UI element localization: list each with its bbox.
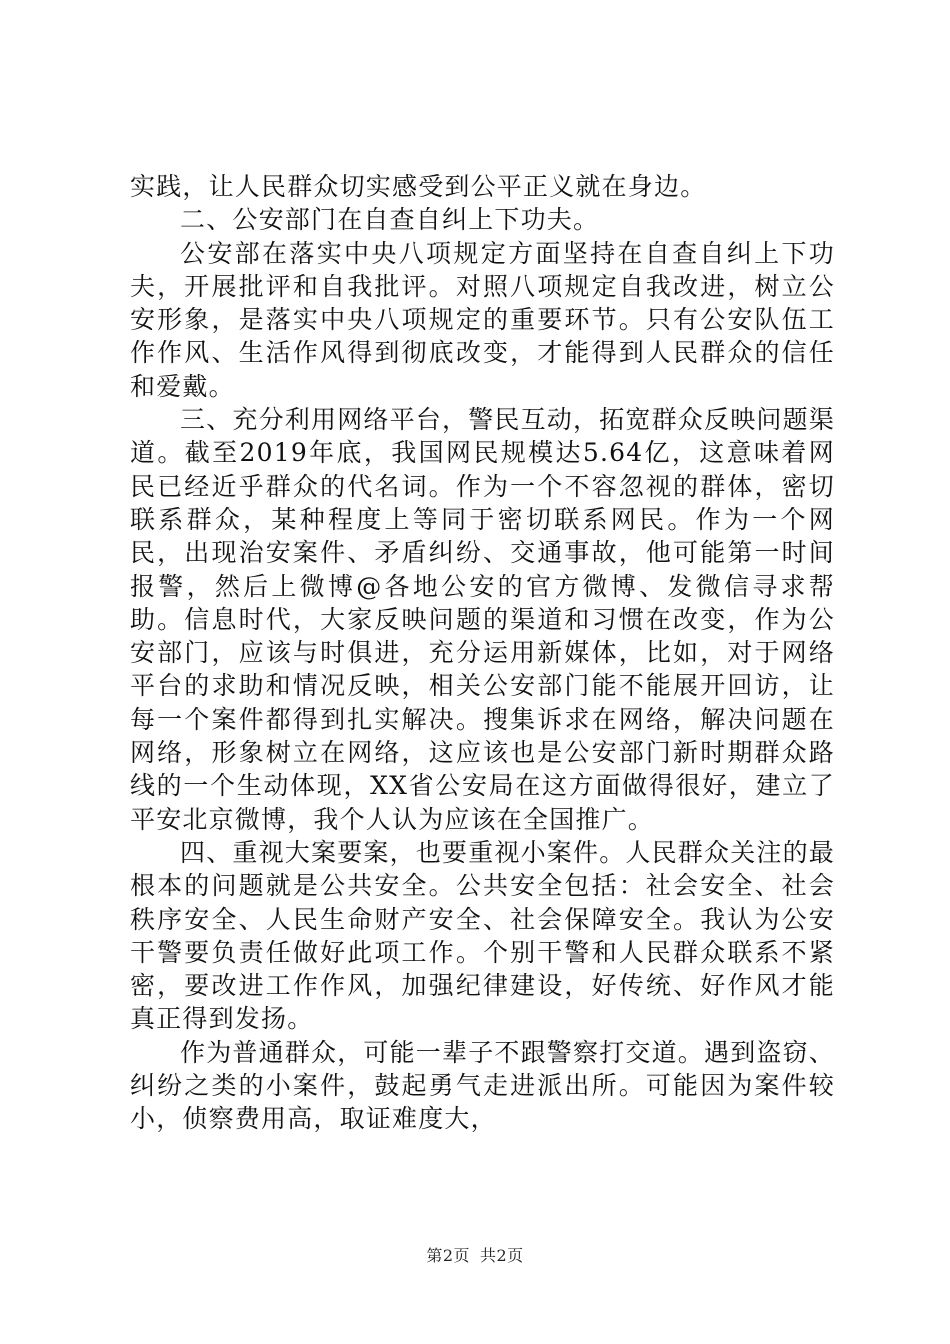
page-number: 第2页 (426, 1246, 470, 1265)
document-body (130, 170, 835, 1136)
paragraph-ordinary-people: 作为普通群众，可能一辈子不跟警察打交道。遇到盗窃、纠纷之类的小案件，鼓起勇气走进派出所。可能因为案件较小，侦察费用高，取证难度大， (130, 1037, 836, 1134)
section-heading-2: 二、公安部门在自查自纠上下功夫。 (180, 205, 600, 235)
paragraph-continuation: 实践，让人民群众切实感受到公平正义就在身边。 (130, 172, 707, 201)
page-footer (0, 1243, 950, 1266)
paragraph-small-cases: 四、重视大案要案，也要重视小案件。人民群众关注的最根本的问题就是公共安全。公共安全包括：社会安全、社会秩序安全、人民生命财产安全、社会保障安全。我认为公安干警要负责任做好此项工作。个别干警和人民群众联系不紧密，要改进工作作风，加强纪律建设，好传统、好作风才能真正得到发扬。 (130, 837, 836, 1034)
page-total: 共2页 (480, 1246, 524, 1265)
paragraph-network-platform: 三、充分利用网络平台，警民互动，拓宽群众反映问题渠道。截至2019年底，我国网民规模达5.64亿，这意味着网民已经近乎群众的代名词。作为一个不容忽视的群体，密切联系群众，某种程度上等同于密切联系网民。作为一个网民，出现治安案件、矛盾纠纷、交通事故，他可能第一时间报警，然后上微博@各地公安的官方微博、发微信寻求帮助。信息时代，大家反映问题的渠道和习惯在改变，作为公安部门，应该与时俱进，充分运用新媒体，比如，对于网络平台的求助和情况反映，相关公安部门能不能展开回访，让每一个案件都得到扎实解决。搜集诉求在网络，解决问题在网络，形象树立在网络，这应该也是公安部门新时期群众路线的一个生动体现，XX省公安局在这方面做得很好，建立了平安北京微博，我个人认为应该在全国推广。 (130, 405, 836, 834)
paragraph-self-inspection: 公安部在落实中央八项规定方面坚持在自查自纠上下功夫，开展批评和自我批评。对照八项规定自我改进，树立公安形象，是落实中央八项规定的重要环节。只有公安队伍工作作风、生活作风得到彻底改变，才能得到人民群众的信任和爱戴。 (130, 238, 835, 401)
